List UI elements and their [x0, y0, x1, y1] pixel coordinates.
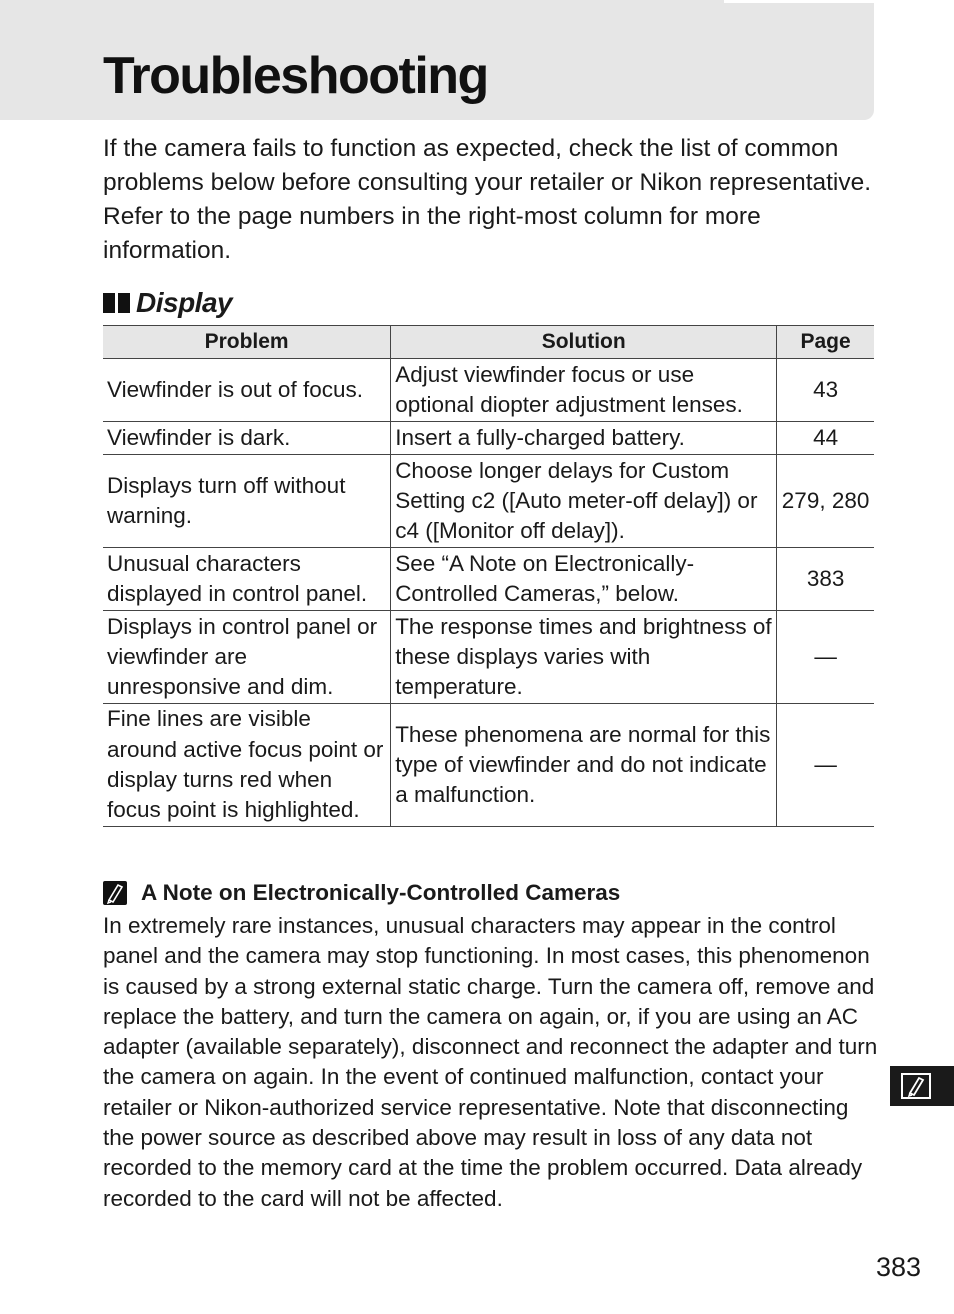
header-problem: Problem [103, 326, 391, 359]
problem-cell: Fine lines are visible around active focus point or display turns red when focus point is highlighted. [103, 704, 391, 827]
page-number: 383 [875, 1252, 921, 1282]
solution-cell: Choose longer delays for Custom Setting c2 ([Auto meter-off delay]) or c4 ([Monitor off delay]). [391, 455, 777, 548]
page-cell: 279, 280 [777, 455, 874, 548]
table-row [103, 611, 874, 704]
note-body: In extremely rare instances, unusual characters may appear in the control panel and the camera may stop functioning. In most cases, this phenomenon is caused by a strong external static charge. Turn the camera off, remove and replace the battery, and turn the camera on again, or, if you are using an AC adapter (available separately), disconnect and reconnect the adapter and turn the camera on again. In the event of continued malfunction, contact your retailer or Nikon-authorized service representative. Note that disconnecting the power source as described above may result in loss of any data not recorded to the memory card at the time the problem occurred. Data already recorded to the card will not be affected. [103, 913, 878, 1211]
problem-cell: Displays in control panel or viewfinder are unresponsive and dim. [103, 611, 391, 704]
solution-cell: These phenomena are normal for this type of viewfinder and do not indicate a malfunction. [391, 704, 777, 827]
problem-cell: Unusual characters displayed in control panel. [103, 548, 391, 611]
page-title: Troubleshooting [103, 47, 488, 105]
page-cell: 44 [777, 422, 874, 455]
section-heading [103, 286, 232, 320]
table-row [103, 422, 874, 455]
table-row [103, 359, 874, 422]
problem-cell: Displays turn off without warning. [103, 455, 391, 548]
solution-cell: See “A Note on Electronically-Controlled Cameras,” below. [391, 548, 777, 611]
pencil-note-icon [103, 881, 127, 905]
chapter-tab[interactable] [890, 1066, 954, 1106]
header-page: Page [777, 326, 874, 359]
page-cell: 43 [777, 359, 874, 422]
problem-cell: Viewfinder is dark. [103, 422, 391, 455]
note-heading [103, 876, 620, 910]
intro-paragraph: If the camera fails to function as expected, check the list of common problems below before consulting your retailer or Nikon representative. Refer to the page numbers in the right-most column for more information. [103, 135, 872, 264]
note-title: A Note on Electronically-Controlled Cameras [141, 880, 621, 905]
header-solution: Solution [391, 326, 777, 359]
table-row [103, 704, 874, 827]
table-header-row [103, 326, 874, 359]
page-cell: 383 [777, 548, 874, 611]
page-cell: — [777, 704, 874, 827]
title-band-notch [724, 0, 874, 3]
page-cell: — [777, 611, 874, 704]
section-title: Display [136, 287, 233, 318]
solution-cell: Insert a fully-charged battery. [391, 422, 777, 455]
problem-cell: Viewfinder is out of focus. [103, 359, 391, 422]
troubleshooting-table [103, 325, 874, 827]
table-row [103, 455, 874, 548]
table-row [103, 548, 874, 611]
solution-cell: The response times and brightness of these displays varies with temperature. [391, 611, 777, 704]
pencil-note-tab-icon [901, 1073, 931, 1099]
solution-cell: Adjust viewfinder focus or use optional diopter adjustment lenses. [391, 359, 777, 422]
section-bars-icon [103, 293, 130, 313]
